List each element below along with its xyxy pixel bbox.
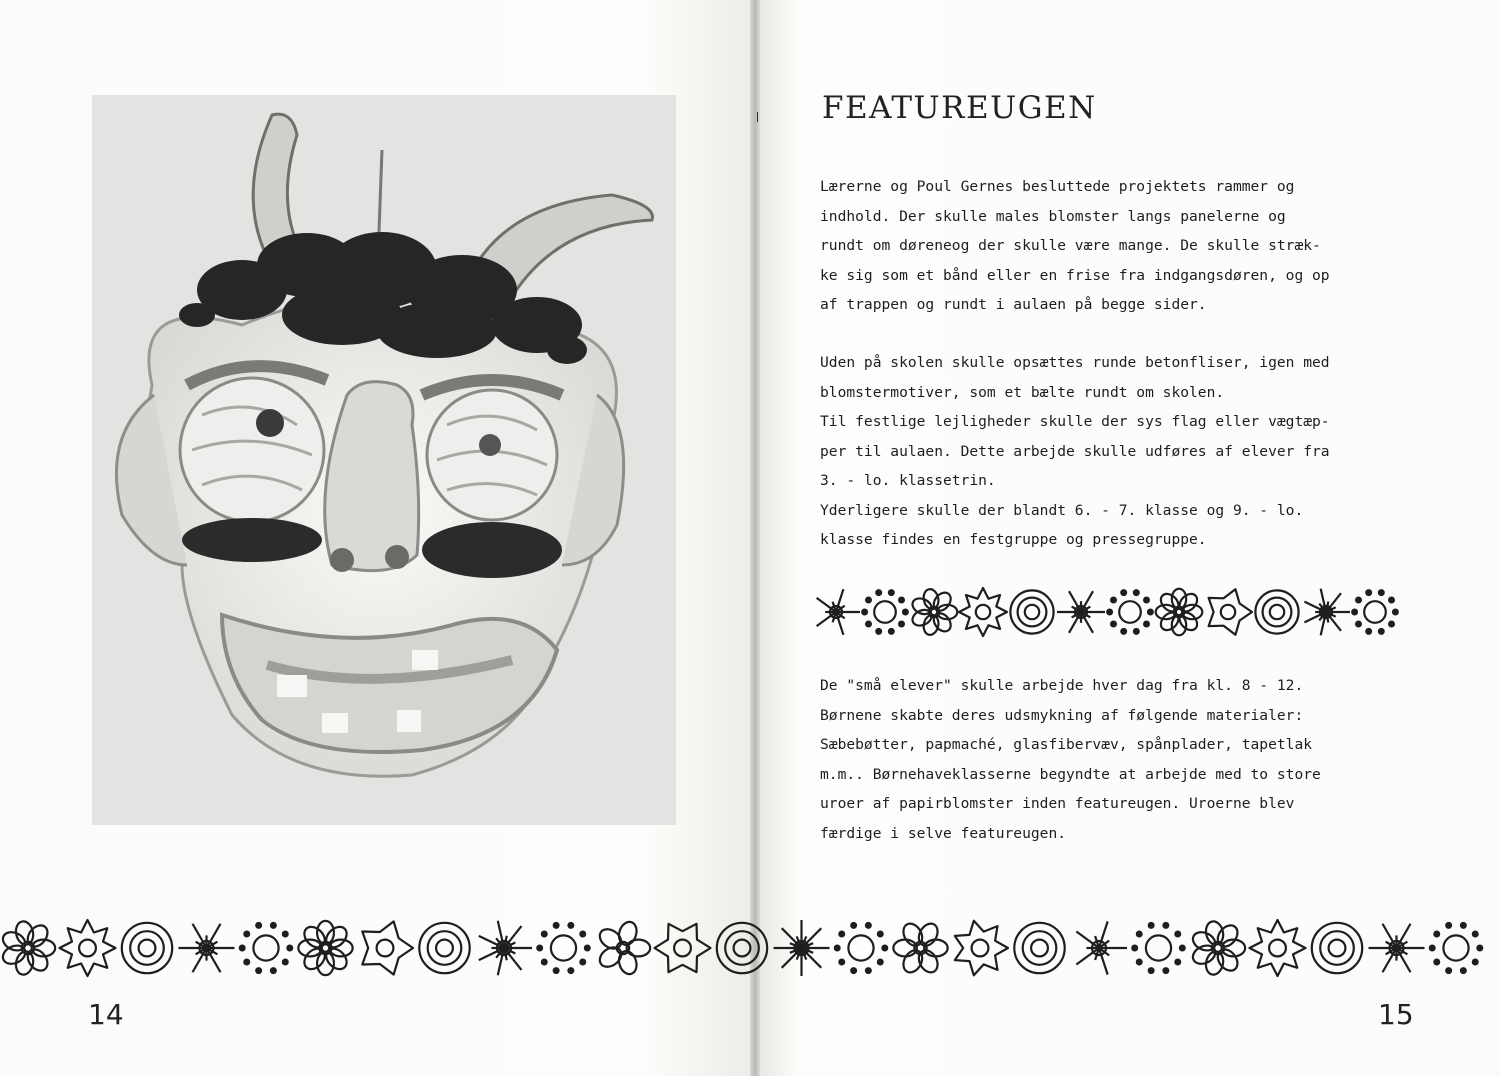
- flower-doodle-icon: [1076, 921, 1127, 974]
- flower-doodle-icon: [1057, 591, 1105, 633]
- flower-doodle-icon: [817, 589, 860, 635]
- text-line: klasse findes en festgruppe og pressegruppe.: [820, 531, 1207, 548]
- text-line: ke sig som et bånd eller en frise fra indgangsdøren, og op: [820, 266, 1330, 284]
- page-number: 14: [88, 998, 124, 1031]
- text-line: blomstermotiver, som et bælte rundt om skolen.: [820, 383, 1225, 401]
- flower-doodle-icon: [1209, 589, 1252, 635]
- text-line: færdige i selve featureugen.: [820, 824, 1067, 842]
- text-line: per til aulaen. Dette arbejde skulle udføres af elever fra: [820, 442, 1330, 460]
- text-line: af trappen og rundt i aulaen på begge sider.: [820, 296, 1207, 313]
- text-line: Lærerne og Poul Gernes besluttede projektets rammer og: [820, 178, 1295, 195]
- flower-doodle-icon: [1430, 923, 1482, 973]
- flower-doodle-icon: [298, 921, 352, 975]
- text-line: 3. - lo. klassetrin.: [820, 472, 996, 489]
- text-line: Sæbebøtter, papmaché, glasfibervæv, spånplader, tapetlak: [820, 736, 1313, 753]
- flower-doodle-icon: [240, 923, 292, 973]
- flower-frieze: [0, 910, 1500, 985]
- flower-doodle-icon: [1190, 920, 1245, 977]
- flower-doodle-icon: [1010, 590, 1053, 633]
- flower-doodle-icon: [1250, 920, 1306, 976]
- flower-doodle-icon: [419, 923, 469, 973]
- flower-doodle-icon: [1156, 589, 1203, 636]
- flower-doodle-icon: [835, 923, 887, 973]
- flower-doodle-icon: [655, 924, 711, 972]
- flower-doodle-icon: [959, 588, 1007, 636]
- text-line: Til festlige lejligheder skulle der sys flag eller vægtæp-: [820, 413, 1330, 430]
- flower-doodle-icon: [179, 924, 235, 972]
- flower-divider: [812, 582, 1422, 642]
- flower-doodle-icon: [1014, 923, 1064, 973]
- flower-doodle-icon: [862, 590, 908, 634]
- flower-doodle-icon: [1312, 923, 1362, 973]
- paragraph-2: [820, 348, 1330, 555]
- flower-doodle-icon: [60, 920, 116, 976]
- page-title: FEATUREUGEN: [822, 90, 1097, 126]
- flower-doodle-icon: [596, 920, 650, 977]
- flower-doodle-icon: [774, 920, 830, 976]
- flower-doodle-icon: [1304, 589, 1350, 636]
- flower-doodle-icon: [362, 921, 413, 974]
- flower-doodle-icon: [717, 923, 767, 973]
- text-line: De "små elever" skulle arbejde hver dag fra kl. 8 - 12.: [820, 677, 1304, 694]
- text-line: rundt om døreneog der skulle være mange. De skulle stræk-: [820, 237, 1321, 254]
- flower-doodle-icon: [1132, 923, 1184, 973]
- flower-doodle-icon: [1352, 590, 1398, 634]
- flower-row: [812, 582, 1422, 642]
- mask-illustration: [92, 95, 676, 825]
- paragraph-3: [820, 671, 1321, 848]
- text-line: uroer af papirblomster inden featureugen. Uroerne blev: [820, 795, 1295, 812]
- mask-photograph: [92, 95, 676, 825]
- flower-doodle-icon: [1369, 924, 1425, 972]
- flower-doodle-icon: [479, 921, 532, 976]
- flower-doodle-icon: [893, 920, 947, 975]
- text-line: indhold. Der skulle males blomster langs panelerne og: [820, 207, 1286, 225]
- paragraph-1: [820, 172, 1330, 320]
- flower-doodle-icon: [0, 920, 55, 977]
- flower-doodle-icon: [1255, 590, 1298, 633]
- text-line: Yderligere skulle der blandt 6. - 7. klasse og 9. - lo.: [820, 501, 1304, 519]
- flower-doodle-icon: [955, 921, 1008, 976]
- flower-doodle-icon: [537, 923, 589, 973]
- flower-row: [0, 910, 1500, 985]
- text-line: Børnene skabte deres udsmykning af følgende materialer:: [820, 706, 1304, 724]
- flower-doodle-icon: [122, 923, 172, 973]
- text-line: Uden på skolen skulle opsættes runde betonfliser, igen med: [820, 354, 1330, 371]
- page-number: 15: [1378, 998, 1414, 1031]
- flower-doodle-icon: [910, 588, 957, 637]
- gutter-mark: [757, 112, 758, 122]
- text-line: m.m.. Børnehaveklasserne begyndte at arbejde med to store: [820, 765, 1321, 783]
- flower-doodle-icon: [1107, 590, 1153, 634]
